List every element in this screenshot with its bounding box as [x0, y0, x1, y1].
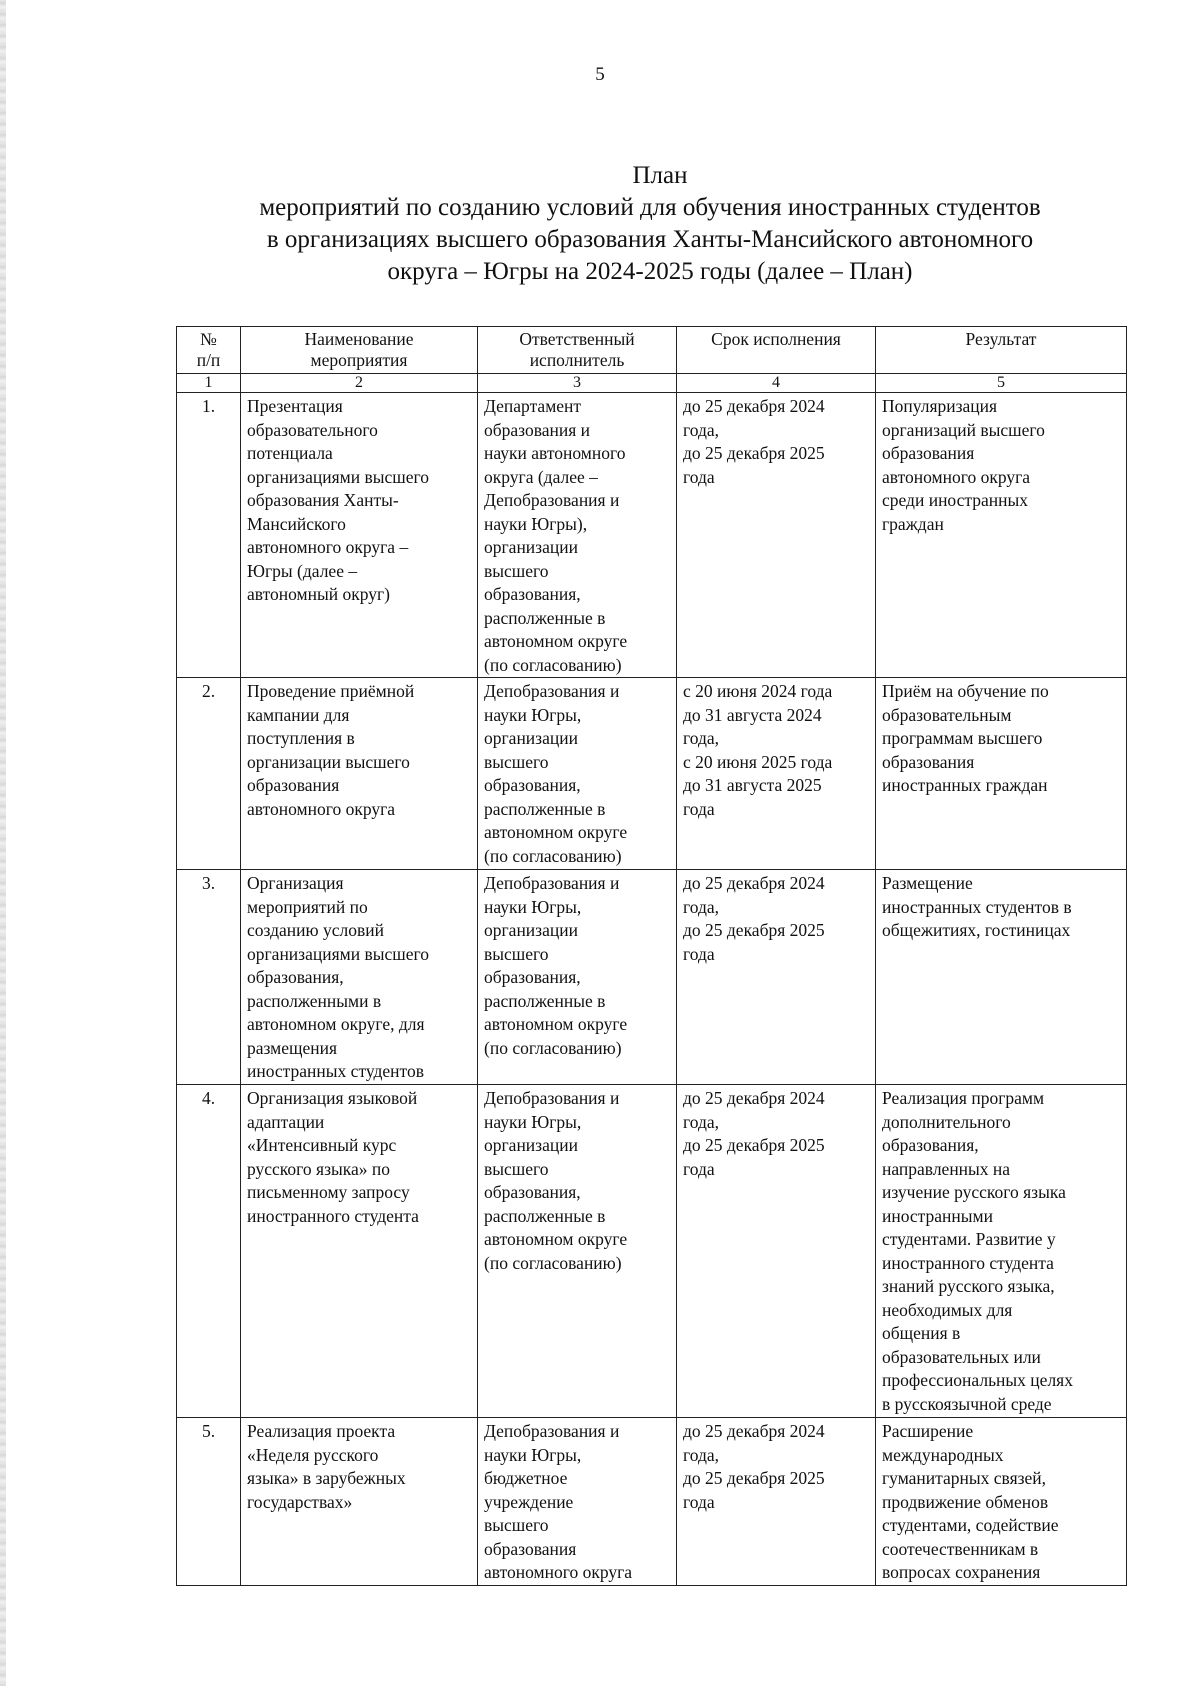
header-responsible: Ответственный исполнитель [478, 327, 677, 374]
deadline: с 20 июня 2024 года до 31 августа 2024 года, с 20 июня 2025 года до 31 августа 2025 года [677, 678, 876, 870]
event-name: Реализация проекта «Неделя русского языка» в зарубежных государствах» [241, 1418, 478, 1586]
document-title [190, 160, 1110, 288]
header-name: Наименование мероприятия [241, 327, 478, 374]
row-number: 2. [177, 678, 241, 870]
title-line-2: мероприятий по созданию условий для обучения иностранных студентов [259, 194, 1041, 221]
responsible-party: Департамент образования и науки автономного округа (далее – Депобразования и науки Югры), организации высшего образования, располженные в автономном округе (по согласованию) [478, 393, 677, 678]
title-line-4: округа – Югры на 2024-2025 годы (далее – План) [387, 258, 913, 285]
result: Популяризация организаций высшего образования автономного округа среди иностранных граждан [876, 393, 1127, 678]
event-name: Организация языковой адаптации «Интенсивный курс русского языка» по письменному запросу иностранного студента [241, 1085, 478, 1418]
event-name: Презентация образовательного потенциала организациями высшего образования Ханты- Мансийского автономного округа – Югры (далее – автономный округ) [241, 393, 478, 678]
header-number: № п/п [177, 327, 241, 374]
table-row [177, 870, 1127, 1085]
responsible-party: Депобразования и науки Югры, организации высшего образования, располженные в автономном округе (по согласованию) [478, 1085, 677, 1418]
event-name: Проведение приёмной кампании для поступления в организации высшего образования автономного округа [241, 678, 478, 870]
row-number: 4. [177, 1085, 241, 1418]
deadline: до 25 декабря 2024 года, до 25 декабря 2025 года [677, 1418, 876, 1586]
scan-edge-shadow [0, 0, 6, 1686]
column-number: 4 [677, 374, 876, 393]
plan-table [176, 326, 1127, 1586]
table-row [177, 678, 1127, 870]
row-number: 1. [177, 393, 241, 678]
page-number: 5 [595, 64, 605, 85]
result: Размещение иностранных студентов в общежитиях, гостиницах [876, 870, 1127, 1085]
result: Реализация программ дополнительного образования, направленных на изучение русского языка иностранными студентами. Развитие у иностранного студента знаний русского языка, необходимых для общения в образовательных или профессиональных целях в русскоязычной среде [876, 1085, 1127, 1418]
responsible-party: Депобразования и науки Югры, организации высшего образования, располженные в автономном округе (по согласованию) [478, 870, 677, 1085]
event-name: Организация мероприятий по созданию условий организациями высшего образования, располженными в автономном округе, для размещения иностранных студентов [241, 870, 478, 1085]
table-row [177, 1418, 1127, 1586]
column-number: 5 [876, 374, 1127, 393]
table-header-row [177, 327, 1127, 374]
column-number: 2 [241, 374, 478, 393]
header-deadline: Срок исполнения [677, 327, 876, 374]
table-row [177, 1085, 1127, 1418]
column-number: 1 [177, 374, 241, 393]
result: Приём на обучение по образовательным программам высшего образования иностранных граждан [876, 678, 1127, 870]
row-number: 3. [177, 870, 241, 1085]
column-number-row [177, 374, 1127, 393]
responsible-party: Депобразования и науки Югры, бюджетное учреждение высшего образования автономного округа [478, 1418, 677, 1586]
title-line-3: в организациях высшего образования Ханты-Мансийского автономного [266, 226, 1034, 253]
deadline: до 25 декабря 2024 года, до 25 декабря 2025 года [677, 393, 876, 678]
table-row [177, 393, 1127, 678]
row-number: 5. [177, 1418, 241, 1586]
deadline: до 25 декабря 2024 года, до 25 декабря 2025 года [677, 870, 876, 1085]
header-result: Результат [876, 327, 1127, 374]
title-line-1: План [632, 162, 688, 189]
deadline: до 25 декабря 2024 года, до 25 декабря 2025 года [677, 1085, 876, 1418]
column-number: 3 [478, 374, 677, 393]
responsible-party: Депобразования и науки Югры, организации высшего образования, располженные в автономном округе (по согласованию) [478, 678, 677, 870]
result: Расширение международных гуманитарных связей, продвижение обменов студентами, содействие соотечественникам в вопросах сохранения [876, 1418, 1127, 1586]
